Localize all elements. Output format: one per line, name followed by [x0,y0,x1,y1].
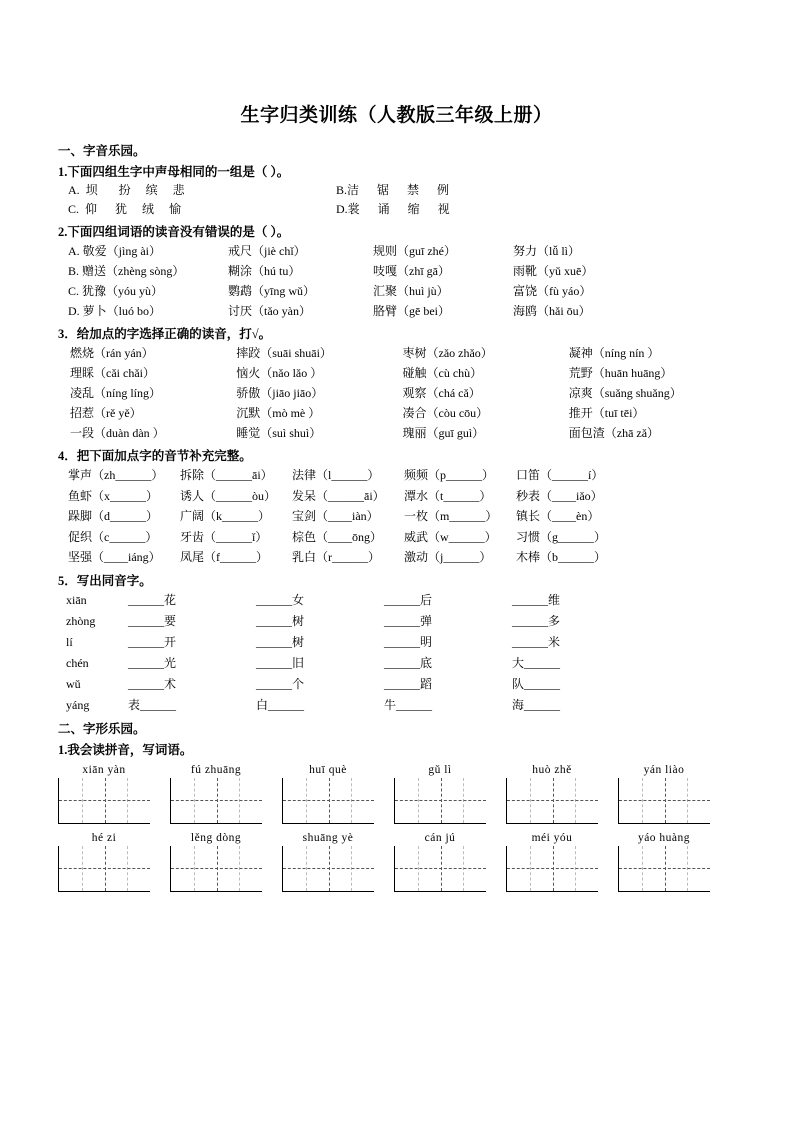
pinyin-label: xiān yàn [82,763,126,776]
pinyin-label: xiān [66,592,87,607]
syllable-blank[interactable]: 促织（c______） [68,529,158,544]
pinyin-choice[interactable]: 一段（duàn dàn ） [70,426,165,440]
section-2-heading: 二、字形乐园。 [58,721,146,736]
question-4-row [58,506,735,527]
pinyin-choice[interactable]: 面包渣（zhā zǎ） [568,426,660,440]
writing-box[interactable] [170,846,262,892]
syllable-blank[interactable]: 法律（l______） [292,468,380,482]
question-3-heading: 3．给加点的字选择正确的读音，打√。 [58,327,272,341]
question-2-row [58,261,735,281]
pinyin-choice[interactable]: 观察（chá cǎ） [402,386,481,400]
homophone-blank[interactable]: ______底 [384,655,433,670]
syllable-blank[interactable]: 宝剑（____iàn） [292,509,379,523]
question-4-row [58,527,735,548]
syllable-blank[interactable]: 镇长（____èn） [516,509,600,523]
question-1-row [58,181,735,200]
option-word[interactable]: 讨厌（tǎo yàn） [228,304,311,318]
question-3-row [58,423,735,443]
syllable-blank[interactable]: 发呆（______āi） [292,488,385,503]
tianzige-item [394,830,486,892]
pinyin-choice[interactable]: 碰触（cù chù） [402,366,483,380]
tianzige-item [170,830,262,892]
question-5-row [58,653,735,674]
tianzige-item [506,762,598,824]
syllable-blank[interactable]: 激动（j______） [404,550,492,564]
tianzige-item [170,762,262,824]
pinyin-choice[interactable]: 燃烧（rán yán） [70,346,154,360]
pinyin-choice[interactable]: 荒野（huān huāng） [568,366,673,380]
syllable-blank[interactable]: 习惯（g______） [516,529,607,544]
syllable-blank[interactable]: 拆除（______āi） [180,468,273,482]
writing-box[interactable] [58,846,150,892]
question-5-row [58,632,735,653]
homophone-blank[interactable]: 牛______ [384,697,433,712]
option-word[interactable]: C. 犹豫（yóu yù） [68,284,164,298]
section-2-question-1-heading: 1.我会读拼音，写词语。 [58,742,193,757]
homophone-blank[interactable]: 白______ [256,697,305,712]
homophone-blank[interactable]: ______维 [512,592,561,607]
question-5-row [58,695,735,716]
option-word[interactable]: 努力（lǚ lì） [513,244,581,258]
homophone-blank[interactable]: 海______ [512,697,561,712]
pinyin-choice[interactable]: 招惹（rě yě） [70,406,142,420]
pinyin-label: gǔ lì [428,763,452,776]
homophone-blank[interactable]: ______米 [512,634,561,649]
syllable-blank[interactable]: 频频（p______） [404,468,495,482]
question-2-heading: 2.下面四组词语的读音没有错误的是（ ）。 [58,225,290,239]
option-word[interactable]: 汇聚（huì jù） [373,284,449,298]
homophone-blank[interactable]: ______蹈 [384,676,433,691]
option-d[interactable]: D.裳 诵 缩 视 [336,202,450,216]
syllable-blank[interactable]: 秒表（____iǎo） [516,488,603,503]
option-word[interactable]: 规则（guī zhé） [373,244,456,258]
pinyin-choice[interactable]: 骄傲（jiāo jiāo） [236,386,324,400]
syllable-blank[interactable]: 潭水（t______） [404,488,492,503]
syllable-blank[interactable]: 坚强（____iáng） [68,550,161,564]
pinyin-label: hé zi [91,831,117,844]
homophone-blank[interactable]: ______术 [128,676,177,691]
pinyin-choice[interactable]: 摔跤（suāi shuāi） [236,346,332,360]
pinyin-choice[interactable]: 沉默（mò mè ） [236,406,321,420]
question-4-row [58,547,735,568]
writing-box[interactable] [282,778,374,824]
pinyin-choice[interactable]: 枣树（zǎo zhǎo） [402,346,493,360]
pinyin-label: lí [66,634,73,649]
tianzige-item [618,762,710,824]
pinyin-choice[interactable]: 理睬（cǎi chǎi） [70,366,155,380]
pinyin-choice[interactable]: 推开（tuī tēi） [568,406,645,420]
question-3-row [58,383,735,403]
homophone-blank[interactable]: ______明 [384,634,433,649]
question-3-row [58,343,735,363]
homophone-blank[interactable]: ______个 [256,676,305,691]
syllable-blank[interactable]: 广阔（k______） [180,509,271,523]
writing-box[interactable] [58,778,150,824]
pinyin-label: yáng [66,697,90,712]
writing-box[interactable] [394,778,486,824]
homophone-blank[interactable]: ______要 [128,613,177,628]
syllable-blank[interactable]: 跺脚（d______） [68,509,159,523]
syllable-blank[interactable]: 掌声（zh______） [68,468,164,482]
tianzige-item [394,762,486,824]
pinyin-label: wǔ [66,676,81,691]
writing-box[interactable] [506,846,598,892]
question-1-heading: 1.下面四组生字中声母相同的一组是（ ）。 [58,165,290,179]
pinyin-choice[interactable]: 凝神（níng nín ） [568,346,660,360]
syllable-blank[interactable]: 木棒（b______） [516,550,607,564]
pinyin-label: shuāng yè [302,831,354,844]
pinyin-label: huī què [309,763,347,776]
question-5-row [58,674,735,695]
homophone-blank[interactable]: 表______ [128,697,177,712]
option-word[interactable]: B. 赠送（zhèng sòng） [68,264,185,278]
pinyin-choice[interactable]: 恼火（nǎo lǎo ） [236,366,323,380]
homophone-blank[interactable]: ______开 [128,634,177,649]
pinyin-label: yán liào [643,763,685,776]
option-a[interactable]: A. 坝 扮 缤 悲 [68,183,185,197]
tianzige-block [58,762,735,892]
question-1-row [58,200,735,219]
homophone-blank[interactable]: ______光 [128,655,177,670]
pinyin-choice[interactable]: 凉爽（suǎng shuǎng） [568,386,682,400]
option-word[interactable]: 胳臂（gē bei） [373,304,450,318]
pinyin-label: lěng dòng [190,831,242,844]
option-word[interactable]: 戒尺（jiè chǐ） [228,244,306,258]
pinyin-label: yáo huàng [637,831,691,844]
pinyin-label: chén [66,655,89,670]
option-word[interactable]: 吱嘎（zhī gā） [373,264,450,278]
homophone-blank[interactable]: ______多 [512,613,561,628]
syllable-blank[interactable]: 鱼虾（x______） [68,488,159,503]
homophone-blank[interactable]: 大______ [512,655,561,670]
question-5-row [58,611,735,632]
tianzige-row [58,830,735,892]
tianzige-row [58,762,735,824]
syllable-blank[interactable]: 牙齿（______ǐ） [180,529,268,544]
question-4-row [58,486,735,507]
question-4-row [58,465,735,486]
writing-box[interactable] [506,778,598,824]
pinyin-choice[interactable]: 瑰丽（guī guì） [402,426,485,440]
homophone-blank[interactable]: ______后 [384,592,433,607]
option-word[interactable]: 富饶（fù yáo） [513,284,592,298]
question-5-heading: 5．写出同音字。 [58,573,152,588]
question-4-heading: 4．把下面加点字的音节补充完整。 [58,449,252,463]
writing-box[interactable] [394,846,486,892]
syllable-blank[interactable]: 棕色（____ōng） [292,529,383,544]
homophone-blank[interactable]: ______树 [256,613,305,628]
writing-box[interactable] [618,846,710,892]
option-word[interactable]: 海鸥（hǎi ōu） [513,304,591,318]
option-word[interactable]: 糊涂（hú tu） [228,264,301,278]
question-2-row [58,241,735,261]
pinyin-choice[interactable]: 睡觉（suì shuì） [236,426,322,440]
tianzige-item [506,830,598,892]
question-2-row [58,281,735,301]
pinyin-label: méi yóu [531,831,573,844]
homophone-blank[interactable]: ______弹 [384,613,433,628]
syllable-blank[interactable]: 一枚（m______） [404,509,498,523]
syllable-blank[interactable]: 诱人（______òu） [180,488,277,503]
tianzige-item [618,830,710,892]
tianzige-item [58,762,150,824]
tianzige-item [58,830,150,892]
page-title: 生字归类训练（人教版三年级上册） [240,105,553,126]
option-word[interactable]: 雨靴（yǔ xuē） [513,264,594,278]
homophone-blank[interactable]: ______花 [128,592,177,607]
homophone-blank[interactable]: ______女 [256,592,305,607]
question-3-row [58,363,735,383]
option-word[interactable]: A. 敬爱（jìng ài） [68,244,161,258]
syllable-blank[interactable]: 乳白（r______） [292,550,380,564]
question-3-row [58,403,735,423]
option-word[interactable]: D. 萝卜（luó bo） [68,304,162,318]
syllable-blank[interactable]: 威武（w______） [404,529,497,544]
pinyin-label: huò zhě [532,763,572,776]
pinyin-choice[interactable]: 凑合（còu cōu） [402,406,489,420]
tianzige-item [282,830,374,892]
option-c[interactable]: C. 仰 犹 绒 愉 [68,202,182,216]
pinyin-label: fú zhuāng [190,763,242,776]
syllable-blank[interactable]: 口笛（______í） [516,468,604,482]
writing-box[interactable] [618,778,710,824]
writing-box[interactable] [282,846,374,892]
writing-box[interactable] [170,778,262,824]
pinyin-label: zhòng [66,613,96,628]
option-b[interactable]: B.洁 锯 禁 例 [336,183,450,197]
pinyin-choice[interactable]: 凌乱（níng líng） [70,386,162,400]
question-5-row [58,590,735,611]
homophone-blank[interactable]: ______树 [256,634,305,649]
pinyin-label: cán jú [424,831,456,844]
question-2-row [58,301,735,321]
tianzige-item [282,762,374,824]
homophone-blank[interactable]: ______旧 [256,655,305,670]
homophone-blank[interactable]: 队______ [512,676,561,691]
section-1-heading: 一、字音乐园。 [58,144,146,158]
syllable-blank[interactable]: 凤尾（f______） [180,550,268,564]
option-word[interactable]: 鹦鹉（yīng wǔ） [228,284,316,298]
